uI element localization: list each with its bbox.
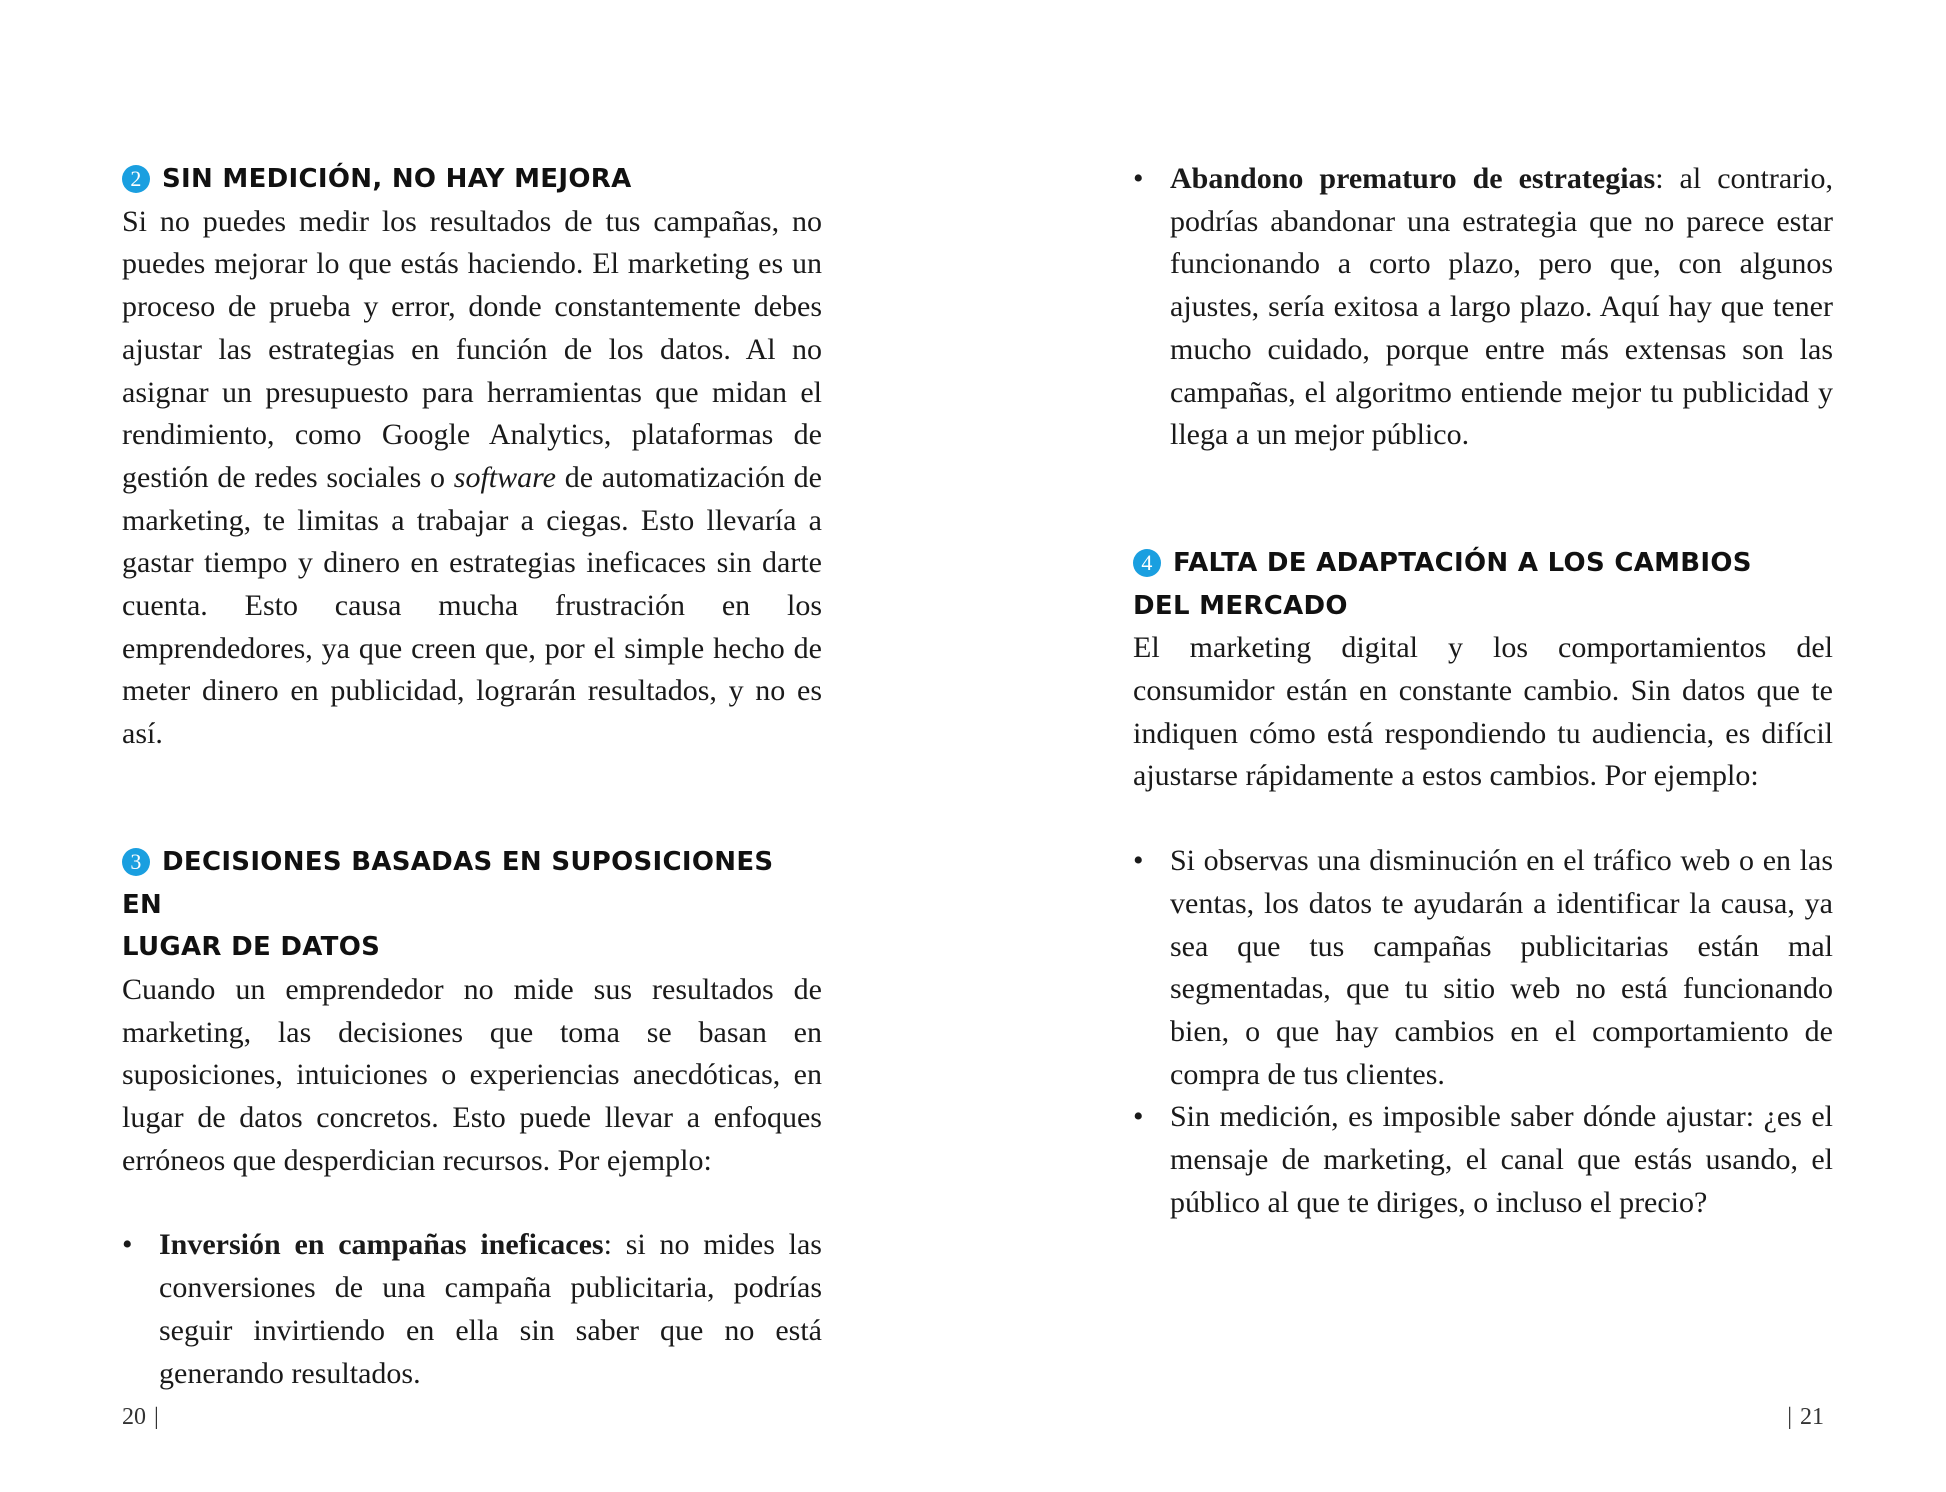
folio-separator-left: | (154, 1404, 159, 1430)
page-number-right: 21 (1800, 1404, 1824, 1430)
section-2-body-text-b: de automatización de marketing, te limitas a trabajar a ciegas. Esto llevaría a gastar tiempo y dinero en estrategias ineficaces sin darte cuenta. Esto causa mucha frustración en los emprendedores, ya que creen que, por el simple hecho de meter dinero en publicidad, lograrán resultados, y no es así. (122, 460, 822, 751)
bullet-text: Sin medición, es imposible saber dónde ajustar: ¿es el mensaje de marketing, el canal que estás usando, el público al que te diriges, o incluso el precio? (1170, 1100, 1833, 1219)
list-item (1133, 840, 1833, 1096)
bullet-bold-lead: Abandono prematuro de estrategias (1170, 162, 1656, 195)
bullet-dot-icon: • (1133, 1100, 1144, 1134)
section-2-title: SIN MEDICIÓN, NO HAY MEJORA (162, 164, 632, 194)
section-4-title-line1: FALTA DE ADAPTACIÓN A LOS CAMBIOS (1173, 547, 1752, 578)
section-4-body: El marketing digital y los comportamientos del consumidor están en constante cambio. Sin datos que te indiquen cómo está respondiendo tu audiencia, es difícil ajustarse rápidamente a estos cambios. Por ejemplo: (1133, 631, 1833, 793)
right-page-folio (1779, 1402, 1824, 1432)
bullet-text: : al contrario, podrías abandonar una estrategia que no parece estar funcionando a corto plazo, pero que, con algunos ajustes, sería exitosa a largo plazo. Aquí hay que tener mucho cuidado, porque entre más extensas son las campañas, el algoritmo entiende mejor tu publicidad y llega a un mejor público. (1170, 162, 1833, 452)
list-item (1133, 158, 1833, 457)
bullet-dot-icon: • (1133, 162, 1144, 195)
folio-separator-right: | (1787, 1404, 1792, 1430)
bullet-dot-icon: • (1133, 844, 1144, 878)
section-2-number-badge: 2 (122, 165, 150, 193)
section-2-body (122, 201, 822, 756)
section-3-heading (122, 841, 822, 969)
page-number-left: 20 (122, 1404, 146, 1430)
list-item (1133, 1096, 1833, 1224)
bullet-text: : si no mides las conversiones de una campaña publicitaria, podrías seguir invirtiendo en ella sin saber que no está generando resultados. (159, 1228, 822, 1390)
section-4-bullet-list (1133, 840, 1833, 1224)
section-4-number-badge: 4 (1133, 549, 1161, 577)
section-3-bullet-list (122, 1224, 822, 1395)
bullet-dot-icon: • (122, 1228, 133, 1262)
section-2-body-text-a: Si no puedes medir los resultados de tus campañas, no puedes mejorar lo que estás haciendo. El marketing es un proceso de prueba y error, donde constantemente debes ajustar las estrategias en función de los datos. Al no asignar un presupuesto para herramientas que midan el rendimiento, como Google Analytics, plataformas de gestión de redes sociales o (122, 204, 822, 494)
continued-bullet-list (1133, 158, 1833, 457)
section-3-body: Cuando un emprendedor no mide sus resultados de marketing, las decisiones que toma se basan en suposiciones, intuiciones o experiencias anecdóticas, en lugar de datos concretos. Esto puede llevar a enfoques erróneos que desperdician recursos. Por ejemplo: (122, 972, 822, 1177)
section-4-title-line2: DEL MERCADO (1133, 590, 1348, 621)
section-4-heading (1133, 542, 1833, 627)
right-column (1133, 158, 1833, 1224)
list-item (122, 1224, 822, 1395)
section-2-heading (122, 158, 822, 201)
bullet-bold-lead: Inversión en campañas ineficaces (159, 1228, 604, 1262)
section-3-number-badge: 3 (122, 848, 150, 876)
bullet-text: Si observas una disminución en el tráfico web o en las ventas, los datos te ayudarán a identificar la causa, ya sea que tus campañas publicitarias están mal segmentadas, que tu sitio web no está funcionando bien, o que hay cambios en el comportamiento de compra de tus clientes. (1170, 844, 1833, 1091)
left-page-folio (122, 1402, 167, 1432)
section-3-title-line2: LUGAR DE DATOS (122, 932, 381, 963)
section-2-body-italic: software (453, 460, 556, 494)
left-column (122, 158, 822, 1395)
section-3-title-line1: DECISIONES BASADAS EN SUPOSICIONES EN (122, 846, 774, 920)
